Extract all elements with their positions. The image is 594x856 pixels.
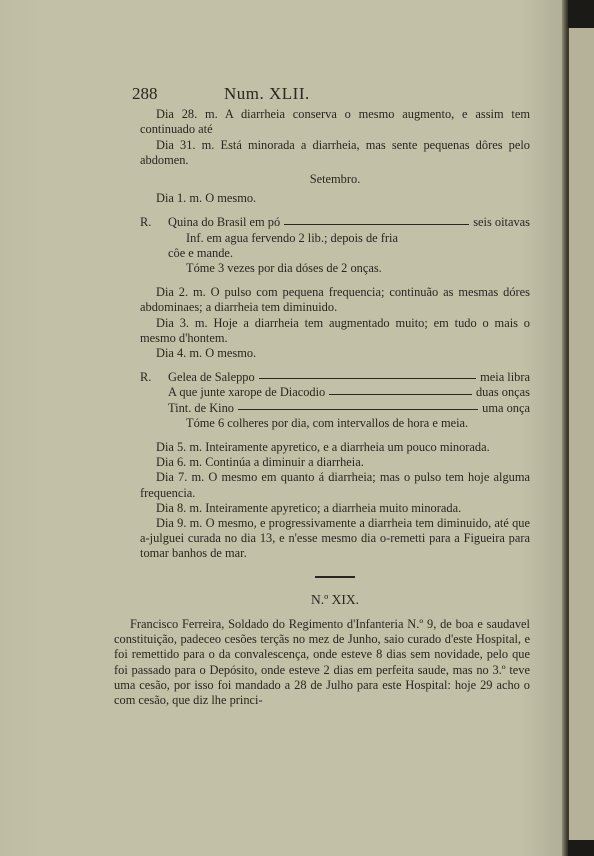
rx1-instruction: Tóme 3 vezes por dia dóses de 2 onças.	[186, 261, 382, 276]
facing-page-edge	[567, 28, 594, 840]
entry-sep-1: Dia 1. m. O mesmo.	[156, 191, 257, 206]
recipe-symbol: R.	[140, 370, 152, 385]
rx2-item-2: A que junte xarope de Diacodio	[168, 385, 326, 400]
rx2-amount-2: duas onças	[475, 385, 530, 400]
rx2-item-3: Tint. de Kino	[168, 400, 234, 415]
case-paragraph: Francisco Ferreira, Soldado do Regimento d'Infanteria N.º 9, de boa e saudavel constituição, padeceo cesões terçãs no mez de Junho, saio curado d'este Hospital, e foi remettido para o da convalescença, onde esteve 8 dias sem novidade, pelo que foi passado para o Depósito, onde esteve 2 dias em perfeita saude, mas no 3.º teve uma cesão, por isso foi mandado a 28 de Julho para este Hospital: hoje 29 acho o com cesão, que diz lhe princi-	[114, 616, 530, 707]
entry-aug-31: Dia 31. m. Está minorada a diarrheia, mas sente pequenas dôres pelo abdomen.	[140, 137, 530, 167]
page-number: 288	[132, 84, 158, 103]
rx1-item: Quina do Brasil em pó	[168, 215, 281, 230]
rx2-amount-1: meia libra	[480, 370, 530, 385]
month-heading: Setembro.	[309, 172, 361, 187]
page-title: Num. XLII.	[224, 84, 310, 103]
running-header	[132, 86, 530, 101]
entry-sep-8: Dia 8. m. Inteiramente apyretico; a diarrheia muito minorada.	[156, 500, 462, 515]
entry-aug-28: Dia 28. m. A diarrheia conserva o mesmo augmento, e assim tem continuado até	[140, 107, 530, 137]
rx1-amount: seis oitavas	[473, 215, 530, 230]
page-content	[114, 84, 530, 708]
entry-sep-7: Dia 7. m. O mesmo em quanto á diarrheia; mas o pulso tem hoje alguma frequencia.	[140, 470, 530, 500]
entry-sep-5: Dia 5. m. Inteiramente apyretico, e a diarrheia um pouco minorada.	[156, 440, 490, 455]
entry-sep-4: Dia 4. m. O mesmo.	[156, 346, 257, 361]
rx2-item-1: Gelea de Saleppo	[168, 370, 255, 385]
section-title: N.º XIX.	[310, 591, 360, 607]
rx2-instruction: Tóme 6 colheres por dia, com intervallos de hora e meia.	[186, 415, 469, 430]
prescription-2	[140, 370, 530, 431]
section-divider	[315, 576, 355, 578]
prescription-1	[140, 215, 530, 276]
recipe-symbol: R.	[140, 215, 152, 230]
rx2-amount-3: uma onça	[482, 400, 530, 415]
rx1-line2: Inf. em agua fervendo 2 lib.; depois de fria	[186, 230, 398, 245]
entry-sep-6: Dia 6. m. Continúa a diminuir a diarrheia.	[156, 455, 364, 470]
entry-sep-2: Dia 2. m. O pulso com pequena frequencia; continuão as mesmas dóres abdominaes; a diarrheia tem diminuido.	[140, 285, 530, 315]
entry-sep-9: Dia 9. m. O mesmo, e progressivamente a diarrheia tem diminuido, até que a-julguei curada no dia 13, e n'esse mesmo dia o-remetti para a Figueira para tomar banhos de mar.	[140, 516, 530, 561]
rx1-line3: côe e mande.	[168, 245, 234, 260]
entry-sep-3: Dia 3. m. Hoje a diarrheia tem augmentado muito; em tudo o mais o mesmo d'hontem.	[140, 315, 530, 345]
